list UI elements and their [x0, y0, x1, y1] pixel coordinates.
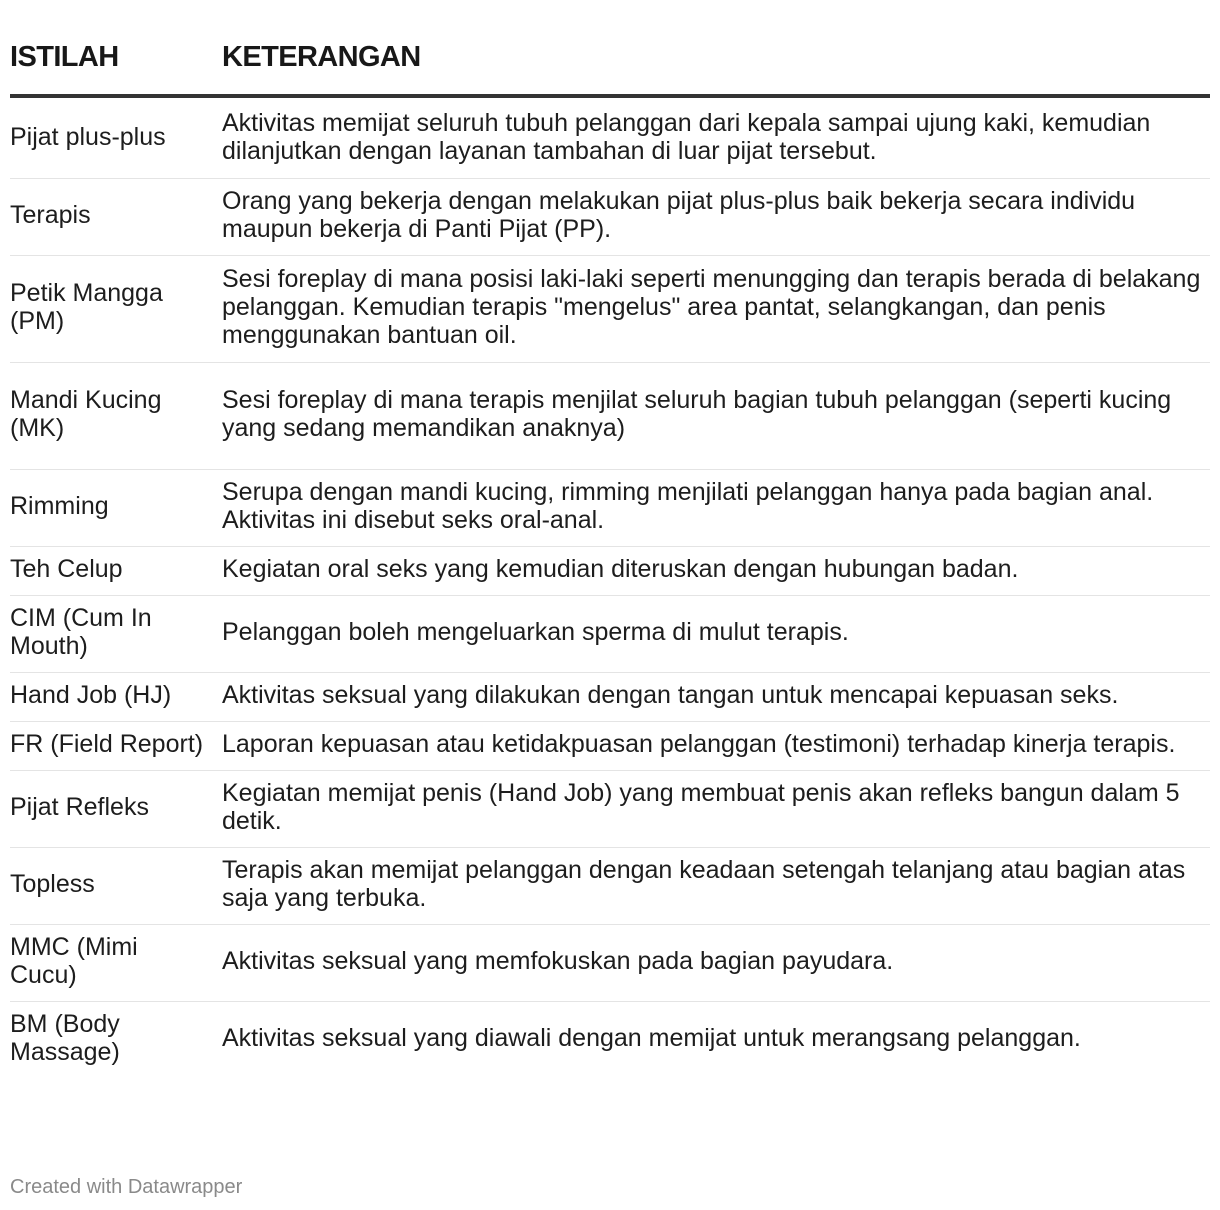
description-cell: Kegiatan memijat penis (Hand Job) yang membuat penis akan refleks bangun dalam 5 detik. [222, 771, 1210, 848]
term-cell: Pijat Refleks [10, 771, 222, 848]
table-row [10, 596, 1210, 673]
table-row [10, 96, 1210, 179]
description-cell: Laporan kepuasan atau ketidakpuasan pelanggan (testimoni) terhadap kinerja terapis. [222, 722, 1210, 771]
term-cell: Topless [10, 848, 222, 925]
description-cell: Aktivitas seksual yang dilakukan dengan tangan untuk mencapai kepuasan seks. [222, 673, 1210, 722]
datawrapper-table-container [10, 36, 1210, 1078]
table-row [10, 771, 1210, 848]
table-row [10, 179, 1210, 256]
column-header-keterangan[interactable]: KETERANGAN [222, 36, 1210, 96]
term-cell: Terapis [10, 179, 222, 256]
table-row [10, 547, 1210, 596]
description-cell: Sesi foreplay di mana posisi laki-laki seperti menungging dan terapis berada di belakang pelanggan. Kemudian terapis "mengelus" area pantat, selangkangan, dan penis menggunakan bantuan oil. [222, 256, 1210, 363]
term-cell: Rimming [10, 470, 222, 547]
table-row [10, 848, 1210, 925]
table-row [10, 673, 1210, 722]
term-cell: Pijat plus-plus [10, 96, 222, 179]
description-cell: Kegiatan oral seks yang kemudian diteruskan dengan hubungan badan. [222, 547, 1210, 596]
table-row [10, 1002, 1210, 1079]
table-header [10, 36, 1210, 96]
datawrapper-credit[interactable]: Created with Datawrapper [10, 1176, 243, 1198]
term-cell: Mandi Kucing (MK) [10, 363, 222, 470]
term-cell: Hand Job (HJ) [10, 673, 222, 722]
table-row [10, 363, 1210, 470]
description-cell: Terapis akan memijat pelanggan dengan keadaan setengah telanjang atau bagian atas saja yang terbuka. [222, 848, 1210, 925]
term-cell: FR (Field Report) [10, 722, 222, 771]
term-cell: MMC (Mimi Cucu) [10, 925, 222, 1002]
term-cell: Petik Mangga (PM) [10, 256, 222, 363]
term-cell: Teh Celup [10, 547, 222, 596]
description-cell: Aktivitas seksual yang memfokuskan pada bagian payudara. [222, 925, 1210, 1002]
term-cell: BM (Body Massage) [10, 1010, 120, 1066]
table-row [10, 722, 1210, 771]
description-cell: Pelanggan boleh mengeluarkan sperma di mulut terapis. [222, 596, 1210, 673]
table-row [10, 470, 1210, 547]
description-cell: Aktivitas memijat seluruh tubuh pelanggan dari kepala sampai ujung kaki, kemudian dilanjutkan dengan layanan tambahan di luar pijat tersebut. [222, 96, 1210, 179]
term-cell: CIM (Cum In Mouth) [10, 596, 222, 673]
header-row [10, 36, 1210, 96]
glossary-table [10, 36, 1210, 1078]
description-cell: Orang yang bekerja dengan melakukan pijat plus-plus baik bekerja secara individu maupun bekerja di Panti Pijat (PP). [222, 179, 1210, 256]
description-cell: Serupa dengan mandi kucing, rimming menjilati pelanggan hanya pada bagian anal. Aktivitas ini disebut seks oral-anal. [222, 470, 1210, 547]
table-body [10, 96, 1210, 1078]
table-row [10, 925, 1210, 1002]
column-header-istilah[interactable]: ISTILAH [10, 36, 222, 96]
table-row [10, 256, 1210, 363]
description-cell: Aktivitas seksual yang diawali dengan memijat untuk merangsang pelanggan. [222, 1024, 1081, 1052]
description-cell: Sesi foreplay di mana terapis menjilat seluruh bagian tubuh pelanggan (seperti kucing yang sedang memandikan anaknya) [222, 363, 1210, 470]
